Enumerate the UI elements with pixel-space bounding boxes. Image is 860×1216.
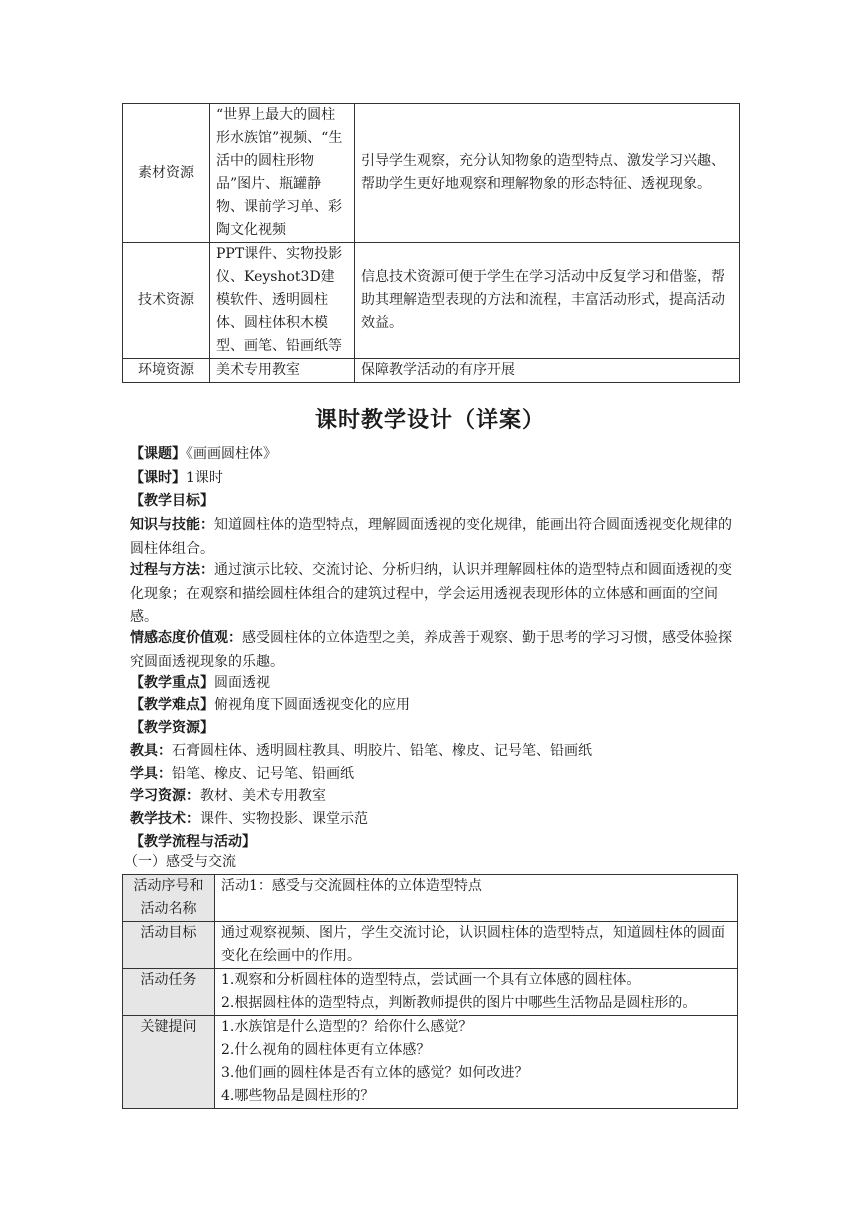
student-tools-label: 学具：	[130, 766, 172, 782]
student-tools-value: 铅笔、橡皮、记号笔、铅画纸	[172, 766, 354, 782]
resource-type: 素材资源	[123, 104, 210, 243]
resource-table	[122, 103, 740, 383]
learning-resources-line	[130, 785, 740, 808]
resources-heading: 【教学资源】	[130, 720, 214, 736]
resource-purpose: 信息技术资源可便于学生在学习活动中反复学习和借鉴，帮助其理解造型表现的方法和流程，丰富活动形式，提高活动效益。	[355, 243, 740, 359]
topic-line	[130, 443, 740, 466]
goals-heading: 【教学目标】	[130, 493, 214, 509]
goal-emotion-text: 感受圆柱体的立体造型之美，养成善于观察、勤于思考的学习习惯，感受体验探究圆面透视现象的乐趣。	[130, 630, 732, 670]
goal-emotion	[130, 627, 740, 674]
key-point-label: 【教学重点】	[130, 675, 214, 691]
difficulty-value: 俯视角度下圆面透视变化的应用	[214, 697, 410, 713]
learning-tech-line	[130, 808, 740, 831]
learning-tech-label: 教学技术：	[130, 811, 200, 827]
list-item: 1.水族馆是什么造型的？给你什么感觉？	[221, 1019, 473, 1035]
activity-table	[122, 874, 738, 1109]
list-item: 2.什么视角的圆柱体更有立体感？	[221, 1042, 431, 1058]
goal-process-text: 通过演示比较、交流讨论、分析归纳，认识并理解圆柱体的造型特点和圆面透视的变化现象；在观察和描绘圆柱体组合的建筑过程中，学会运用透视表现形体的立体感和画面的空间感。	[130, 562, 732, 625]
goal-knowledge-text: 知道圆柱体的造型特点，理解圆面透视的变化规律，能画出符合圆面透视变化规律的圆柱体组合。	[130, 517, 732, 557]
list-item: 3.他们画的圆柱体是否有立体的感觉？如何改进？	[221, 1065, 529, 1081]
learning-resources-label: 学习资源：	[130, 788, 200, 804]
list-item: 1.观察和分析圆柱体的造型特点，尝试画一个具有立体感的圆柱体。	[221, 972, 641, 988]
activity-goal-value: 通过观察视频、图片，学生交流讨论，认识圆柱体的造型特点，知道圆柱体的圆面变化在绘画中的作用。	[215, 922, 738, 969]
topic-value: 《画画圆柱体》	[186, 446, 277, 462]
goal-process-label: 过程与方法：	[130, 562, 214, 578]
list-item: 4.哪些物品是圆柱形的？	[221, 1088, 375, 1104]
key-point-line	[130, 672, 740, 695]
resource-content: PPT课件、实物投影仪、Keyshot3D建模软件、透明圆柱体、圆柱体积木模型、画笔、铅画纸等	[210, 243, 355, 359]
table-row	[123, 243, 740, 359]
key-question-cell	[215, 1016, 738, 1109]
period-label: 【课时】	[130, 470, 186, 486]
learning-tech-value: 课件、实物投影、课堂示范	[200, 811, 368, 827]
period-line	[130, 467, 740, 490]
key-question-label: 关键提问	[123, 1016, 215, 1109]
page-title: 课时教学设计（详案）	[314, 408, 545, 433]
activity-task-label: 活动任务	[123, 969, 215, 1016]
goal-knowledge	[130, 514, 740, 561]
list-item: 2.根据圆柱体的造型特点，判断教师提供的图片中哪些生活物品是圆柱形的。	[221, 995, 697, 1011]
student-tools-line	[130, 763, 740, 786]
table-row	[123, 359, 740, 383]
flow-heading: 【教学流程与活动】	[130, 834, 256, 850]
goal-process	[130, 559, 740, 630]
goal-emotion-label: 情感态度价值观：	[130, 630, 242, 646]
resource-type: 环境资源	[123, 359, 210, 383]
activity-name-label: 活动序号和活动名称	[123, 875, 215, 922]
table-row	[123, 104, 740, 243]
learning-resources-value: 教材、美术专用教室	[200, 788, 326, 804]
key-point-value: 圆面透视	[214, 675, 270, 691]
activity-name-value: 活动1：感受与交流圆柱体的立体造型特点	[215, 875, 738, 922]
resource-content: “世界上最大的圆柱形水族馆”视频、“生活中的圆柱形物品”图片、瓶罐静物、课前学习单、彩陶文化视频	[210, 104, 355, 243]
teaching-tools-line	[130, 740, 740, 763]
resource-purpose: 引导学生观察，充分认知物象的造型特点、激发学习兴趣、帮助学生更好地观察和理解物象的形态特征、透视现象。	[355, 104, 740, 243]
period-value: 1课时	[186, 470, 223, 486]
teaching-tools-value: 石膏圆柱体、透明圆柱教具、明胶片、铅笔、橡皮、记号笔、铅画纸	[172, 743, 592, 759]
table-row	[123, 922, 738, 969]
activity-goal-label: 活动目标	[123, 922, 215, 969]
goal-knowledge-label: 知识与技能：	[130, 517, 214, 533]
table-row	[123, 1016, 738, 1109]
teaching-tools-label: 教具：	[130, 743, 172, 759]
table-row	[123, 875, 738, 922]
difficulty-line	[130, 694, 740, 717]
resource-content: 美术专用教室	[210, 359, 355, 383]
topic-label: 【课题】	[130, 446, 186, 462]
resource-purpose: 保障教学活动的有序开展	[355, 359, 740, 383]
difficulty-label: 【教学难点】	[130, 697, 214, 713]
activity-task-cell	[215, 969, 738, 1016]
resource-type: 技术资源	[123, 243, 210, 359]
section-one-heading: （一）感受与交流	[124, 854, 236, 870]
table-row	[123, 969, 738, 1016]
